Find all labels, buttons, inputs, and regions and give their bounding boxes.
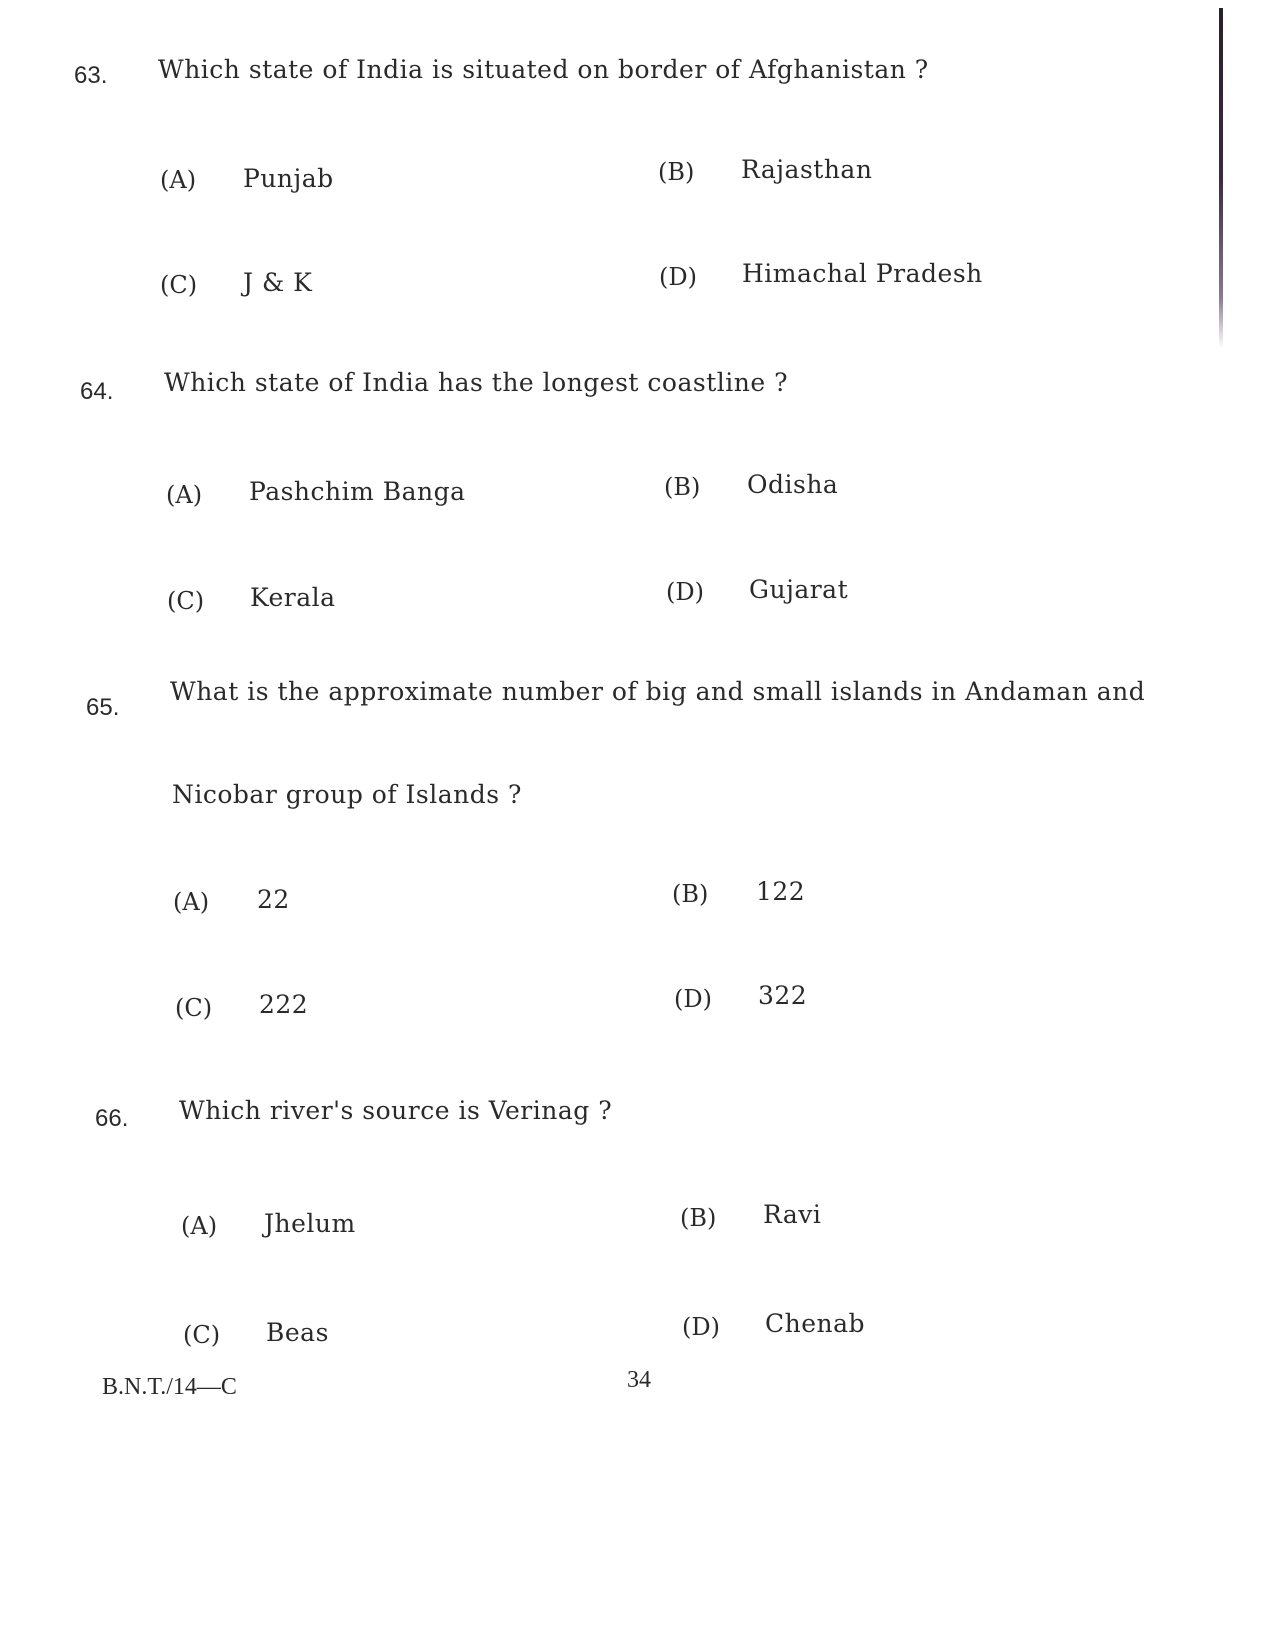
option-label: (C) [167,587,205,615]
option-b[interactable]: Ravi [763,1200,822,1229]
option-d[interactable]: Chenab [765,1309,866,1338]
question-number: 63. [74,62,108,89]
option-label: (A) [181,1212,218,1240]
question-text: Which river's source is Verinag ? [179,1096,613,1125]
footer-code: B.N.T./14—C [102,1374,237,1400]
question-number: 64. [80,378,114,405]
option-c[interactable]: 222 [259,990,309,1019]
option-c[interactable]: Kerala [250,583,336,612]
question-text-line1: What is the approximate number of big and small islands in Andaman and [170,677,1146,706]
option-c[interactable]: J & K [243,268,313,297]
question-number: 65. [86,694,120,721]
question-text: Which state of India has the longest coastline ? [164,368,788,397]
option-label: (D) [666,578,704,606]
option-c[interactable]: Beas [266,1318,329,1347]
page-number: 34 [627,1367,651,1393]
option-label: (B) [658,158,695,186]
option-a[interactable]: 22 [257,885,290,914]
option-label: (B) [672,880,709,908]
option-label: (A) [173,888,210,916]
option-a[interactable]: Pashchim Banga [249,477,466,506]
option-d[interactable]: Gujarat [749,575,849,604]
option-a[interactable]: Jhelum [264,1209,356,1238]
question-text: Which state of India is situated on border of Afghanistan ? [158,55,929,84]
option-label: (B) [680,1204,717,1232]
option-a[interactable]: Punjab [243,164,334,193]
option-b[interactable]: 122 [756,877,806,906]
option-label: (D) [682,1313,720,1341]
option-label: (A) [166,481,203,509]
question-number: 66. [95,1105,129,1132]
page-edge-shadow [1219,8,1223,348]
option-label: (C) [183,1321,221,1349]
option-label: (A) [160,166,197,194]
option-label: (C) [175,994,213,1022]
option-d[interactable]: 322 [758,981,808,1010]
option-label: (C) [160,271,198,299]
option-b[interactable]: Odisha [747,470,839,499]
option-label: (D) [674,985,712,1013]
option-label: (D) [659,263,697,291]
option-d[interactable]: Himachal Pradesh [742,259,983,288]
option-b[interactable]: Rajasthan [741,155,873,184]
question-text-line2: Nicobar group of Islands ? [172,780,522,809]
option-label: (B) [664,473,701,501]
